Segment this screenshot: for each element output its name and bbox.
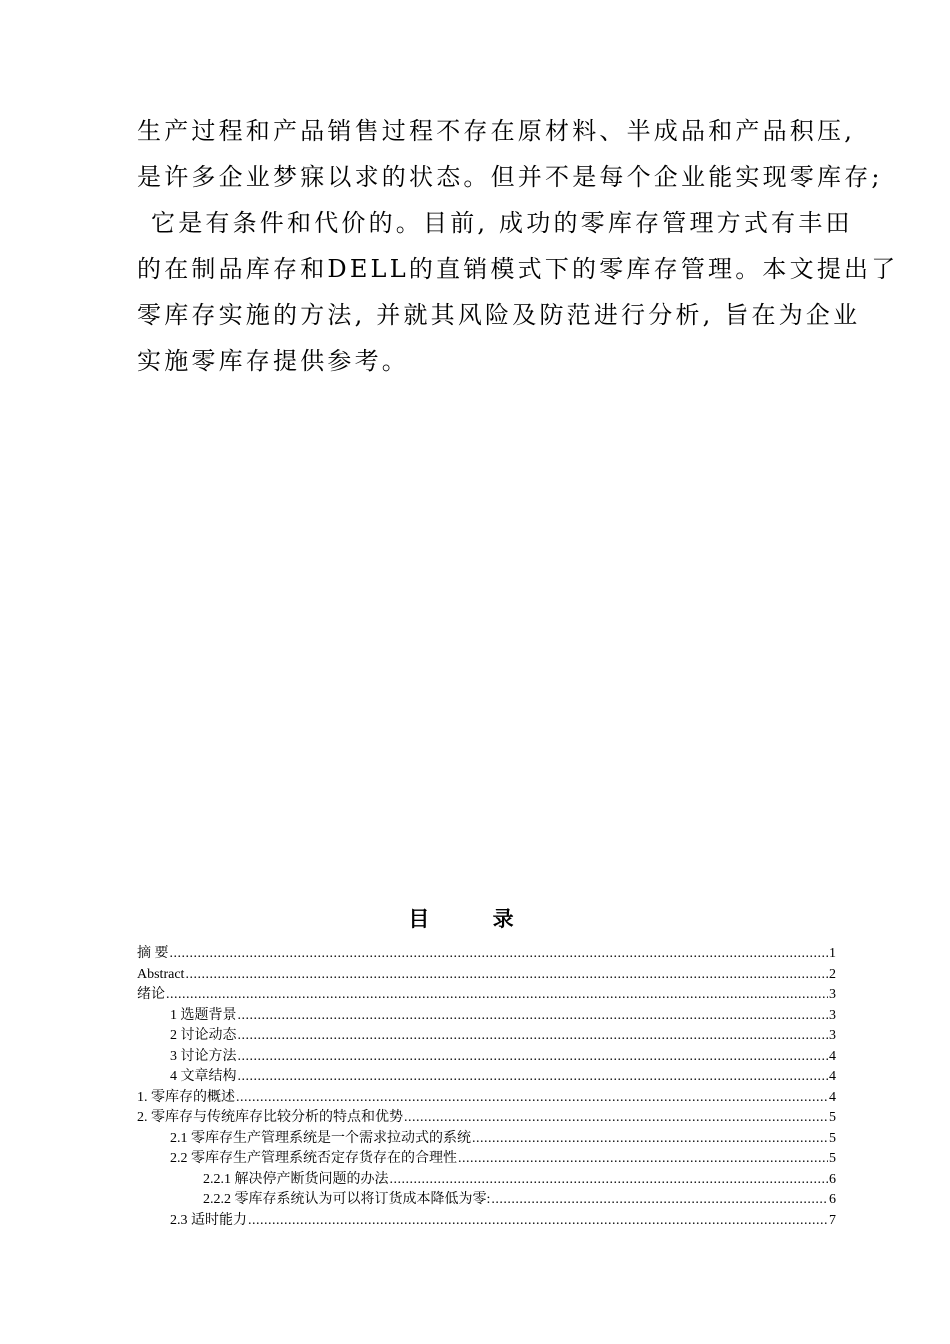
toc-entry-background[interactable] bbox=[137, 1006, 836, 1027]
toc-entry-label: 3 讨论方法 bbox=[170, 1048, 237, 1064]
toc-page-number: 3 bbox=[829, 1028, 836, 1043]
toc-dot-leader bbox=[238, 1006, 829, 1027]
toc-entry-chapter-2[interactable] bbox=[137, 1108, 836, 1129]
toc-dot-leader bbox=[185, 965, 828, 986]
toc-entry-section-2-2-2[interactable] bbox=[137, 1190, 836, 1211]
abstract-paragraph bbox=[137, 108, 899, 384]
toc-dot-leader bbox=[238, 1047, 829, 1068]
toc-dot-leader bbox=[472, 1129, 828, 1150]
toc-dot-leader bbox=[238, 1067, 829, 1088]
toc-entry-label: 绪论 bbox=[137, 987, 165, 1002]
toc-entry-label: 1 选题背景 bbox=[170, 1007, 237, 1023]
toc-page-number: 4 bbox=[829, 1069, 836, 1084]
toc-page-number: 2 bbox=[829, 966, 836, 982]
toc-entry-abstract-cn[interactable] bbox=[137, 944, 836, 965]
abstract-line: 零库存实施的方法, 并就其风险及防范进行分析, 旨在为企业 bbox=[137, 301, 861, 329]
toc-entry-section-2-3[interactable] bbox=[137, 1211, 836, 1232]
toc-title: 目 录 bbox=[408, 907, 542, 931]
toc-page-number: 7 bbox=[829, 1212, 836, 1228]
toc-dot-leader bbox=[458, 1149, 828, 1170]
toc-entry-research-trends[interactable] bbox=[137, 1026, 836, 1047]
toc-dot-leader bbox=[236, 1088, 828, 1109]
toc-dot-leader bbox=[404, 1108, 828, 1129]
toc-page-number: 3 bbox=[829, 1007, 836, 1023]
toc-page-number: 5 bbox=[829, 1151, 836, 1166]
toc-page-number: 4 bbox=[829, 1089, 836, 1105]
toc-page-number: 6 bbox=[829, 1192, 836, 1207]
toc-entry-label: 2. 零库存与传统库存比较分析的特点和优势 bbox=[137, 1110, 403, 1125]
toc-entry-label: 2 讨论动态 bbox=[170, 1028, 237, 1043]
toc-dot-leader bbox=[166, 985, 828, 1006]
toc-dot-leader bbox=[390, 1170, 829, 1191]
toc-entry-section-2-1[interactable] bbox=[137, 1129, 836, 1150]
toc-entry-chapter-1[interactable] bbox=[137, 1088, 836, 1109]
toc-entry-label: 2.2 零库存生产管理系统否定存货存在的合理性 bbox=[170, 1151, 457, 1166]
toc-entry-label: 1. 零库存的概述 bbox=[137, 1089, 235, 1105]
toc-page-number: 3 bbox=[829, 987, 836, 1002]
toc-entry-label: 2.2.2 零库存系统认为可以将订货成本降低为零: bbox=[203, 1192, 491, 1207]
toc-entry-label: 4 文章结构 bbox=[170, 1069, 237, 1084]
abstract-line: 生产过程和产品销售过程不存在原材料、半成品和产品积压, bbox=[137, 117, 856, 145]
toc-page-number: 5 bbox=[829, 1110, 836, 1125]
toc-entry-structure[interactable] bbox=[137, 1067, 836, 1088]
abstract-line: 是许多企业梦寐以求的状态。但并不是每个企业能实现零库存; bbox=[137, 163, 883, 191]
toc-entry-label: 2.1 零库存生产管理系统是一个需求拉动式的系统 bbox=[170, 1130, 471, 1146]
toc-entry-research-methods[interactable] bbox=[137, 1047, 836, 1068]
toc-entry-abstract-en[interactable] bbox=[137, 965, 836, 986]
toc-page-number: 5 bbox=[829, 1130, 836, 1146]
abstract-line: 它是有条件和代价的。目前, 成功的零库存管理方式有丰田 bbox=[151, 209, 853, 237]
toc-entry-introduction[interactable] bbox=[137, 985, 836, 1006]
abstract-line: 实施零库存提供参考。 bbox=[137, 347, 409, 375]
table-of-contents bbox=[137, 944, 836, 1231]
toc-dot-leader bbox=[170, 944, 829, 965]
toc-page-number: 1 bbox=[829, 946, 836, 961]
toc-entry-section-2-2-1[interactable] bbox=[137, 1170, 836, 1191]
abstract-line: 的在制品库存和DELL的直销模式下的零库存管理。本文提出了 bbox=[137, 255, 899, 283]
toc-dot-leader bbox=[238, 1026, 829, 1047]
toc-dot-leader bbox=[248, 1211, 828, 1232]
toc-entry-label: 摘 要 bbox=[137, 946, 169, 961]
toc-dot-leader bbox=[491, 1190, 828, 1211]
toc-entry-section-2-2[interactable] bbox=[137, 1149, 836, 1170]
toc-entry-label: 2.2.1 解决停产断货问题的办法 bbox=[203, 1171, 389, 1187]
toc-entry-label: Abstract bbox=[137, 966, 185, 982]
toc-page-number: 4 bbox=[829, 1048, 836, 1064]
toc-page-number: 6 bbox=[829, 1171, 836, 1187]
toc-entry-label: 2.3 适时能力 bbox=[170, 1212, 247, 1228]
